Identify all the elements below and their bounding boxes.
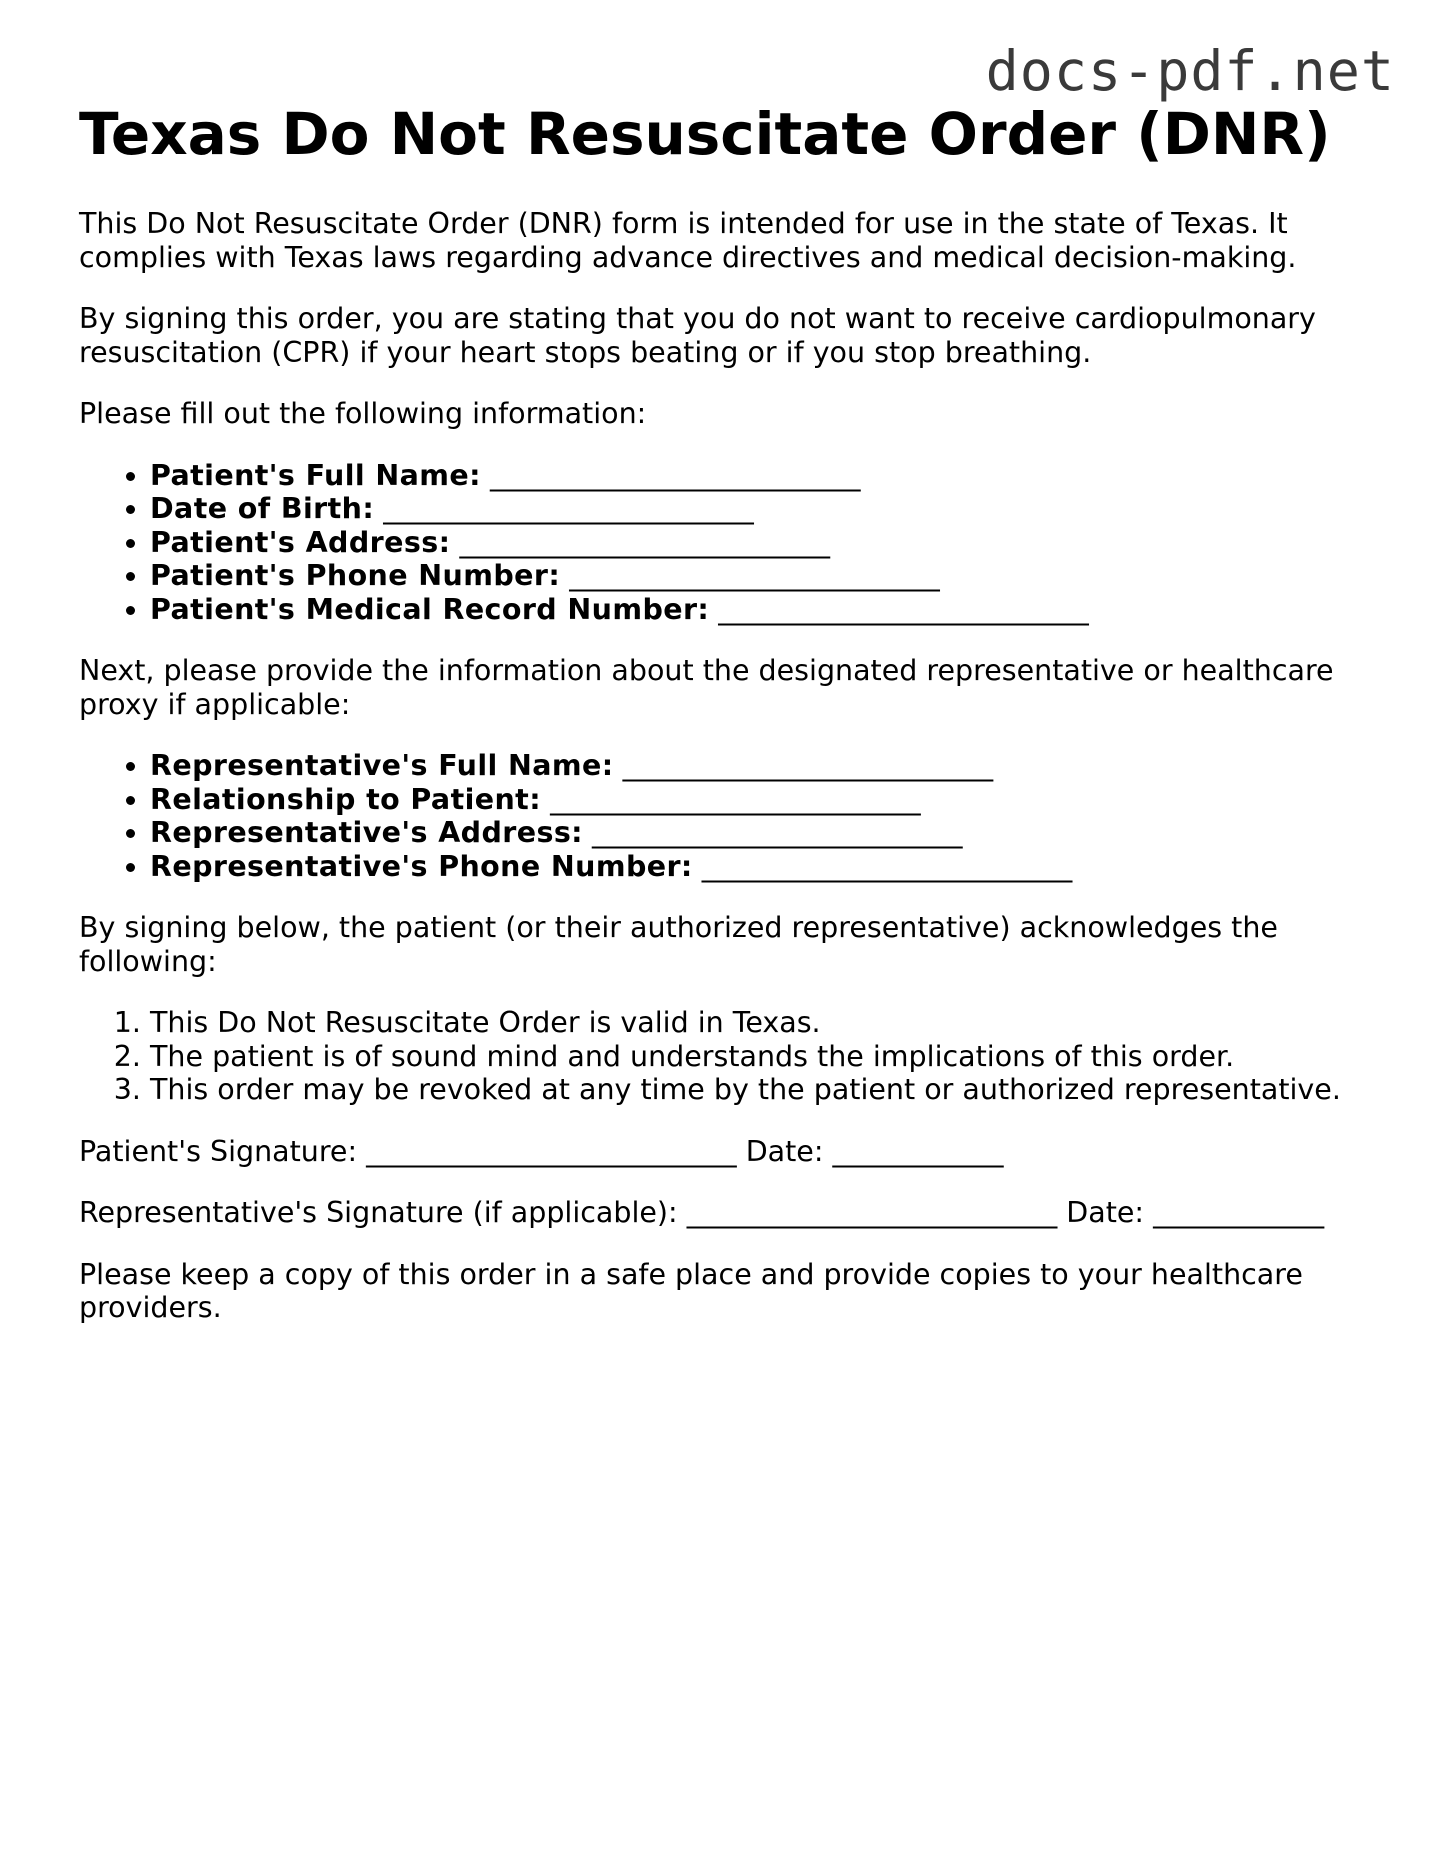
patient-field-date-of-birth[interactable] xyxy=(150,492,1379,526)
ack-prompt-line-2: following: xyxy=(79,944,217,978)
field-blank[interactable]: __________________________ xyxy=(701,849,1073,883)
rep-field-full-name[interactable] xyxy=(150,749,1379,783)
field-blank[interactable]: __________________________ xyxy=(383,492,754,525)
patient-field-address[interactable] xyxy=(150,526,1379,560)
representative-fields-list xyxy=(79,749,1379,883)
patient-signature-date-label: Date: xyxy=(745,1134,824,1168)
document-body xyxy=(79,207,1379,1353)
field-label: Date of Birth: xyxy=(150,492,375,525)
intro-line-1: This Do Not Resuscitate Order (DNR) form is intended for use in the state of Texas. It xyxy=(79,207,1288,240)
statement-line-1: By signing this order, you are stating that you do not want to receive cardiopulmonary xyxy=(79,302,1316,335)
patient-signature-line xyxy=(79,1135,1379,1169)
field-blank[interactable]: __________________________ xyxy=(550,782,921,816)
closing-line-1: Please keep a copy of this order in a safe place and provide copies to your healthcare xyxy=(79,1257,1303,1291)
watermark: docs-pdf.net xyxy=(985,39,1395,103)
acknowledgement-item: 3. This order may be revoked at any time by the patient or authorized representative. xyxy=(150,1073,1379,1107)
field-label: Representative's Phone Number: xyxy=(150,849,693,883)
intro-paragraph xyxy=(79,207,1379,274)
rep-prompt-line-2: proxy if applicable: xyxy=(79,687,351,721)
acknowledgement-prompt xyxy=(79,911,1379,978)
field-blank[interactable]: __________________________ xyxy=(489,458,861,492)
field-blank[interactable]: __________________________ xyxy=(569,559,940,592)
field-blank[interactable]: __________________________ xyxy=(718,592,1089,626)
representative-prompt xyxy=(79,654,1379,721)
rep-signature-label: Representative's Signature (if applicable): xyxy=(79,1196,678,1229)
field-blank[interactable]: __________________________ xyxy=(622,749,994,782)
field-label: Patient's Full Name: xyxy=(150,458,481,492)
field-blank[interactable]: __________________________ xyxy=(459,525,830,559)
patient-fields-list xyxy=(79,459,1379,627)
field-label: Patient's Medical Record Number: xyxy=(150,592,710,626)
field-label: Representative's Address: xyxy=(150,816,583,849)
closing-line-2: providers. xyxy=(79,1291,222,1324)
patient-signature-blank[interactable]: __________________________ xyxy=(366,1134,737,1168)
patient-field-phone-number[interactable] xyxy=(150,559,1379,593)
representative-signature-line xyxy=(79,1196,1379,1230)
patient-signature-date-blank[interactable]: ____________ xyxy=(832,1134,1004,1168)
rep-signature-date-blank[interactable]: ____________ xyxy=(1153,1196,1325,1229)
statement-line-2: resuscitation (CPR) if your heart stops beating or if you stop breathing. xyxy=(79,335,1092,369)
closing-paragraph xyxy=(79,1258,1379,1325)
acknowledgement-item: 1. This Do Not Resuscitate Order is valid in Texas. xyxy=(150,1006,1379,1040)
field-blank[interactable]: __________________________ xyxy=(592,816,963,849)
ack-prompt-line-1: By signing below, the patient (or their authorized representative) acknowledges the xyxy=(79,911,1278,944)
field-label: Patient's Phone Number: xyxy=(150,559,561,592)
rep-field-phone-number[interactable] xyxy=(150,850,1379,884)
acknowledgement-item: 2. The patient is of sound mind and understands the implications of this order. xyxy=(150,1040,1379,1074)
rep-signature-date-label: Date: xyxy=(1066,1196,1145,1229)
intro-line-2: complies with Texas laws regarding advance directives and medical decision-making. xyxy=(79,240,1297,274)
field-label: Representative's Full Name: xyxy=(150,749,614,782)
rep-prompt-line-1: Next, please provide the information about the designated representative or healthcare xyxy=(79,654,1334,687)
field-label: Relationship to Patient: xyxy=(150,782,541,816)
field-label: Patient's Address: xyxy=(150,525,451,559)
document-title: Texas Do Not Resuscitate Order (DNR) xyxy=(79,100,1331,168)
rep-field-address[interactable] xyxy=(150,816,1379,850)
acknowledgements-list xyxy=(79,1006,1379,1107)
patient-field-medical-record-number[interactable] xyxy=(150,593,1379,627)
patient-field-full-name[interactable] xyxy=(150,459,1379,493)
patient-signature-label: Patient's Signature: xyxy=(79,1134,358,1168)
rep-field-relationship[interactable] xyxy=(150,783,1379,817)
rep-signature-blank[interactable]: __________________________ xyxy=(686,1196,1058,1229)
patient-info-prompt: Please fill out the following information: xyxy=(79,397,647,430)
cpr-statement-paragraph xyxy=(79,302,1379,369)
